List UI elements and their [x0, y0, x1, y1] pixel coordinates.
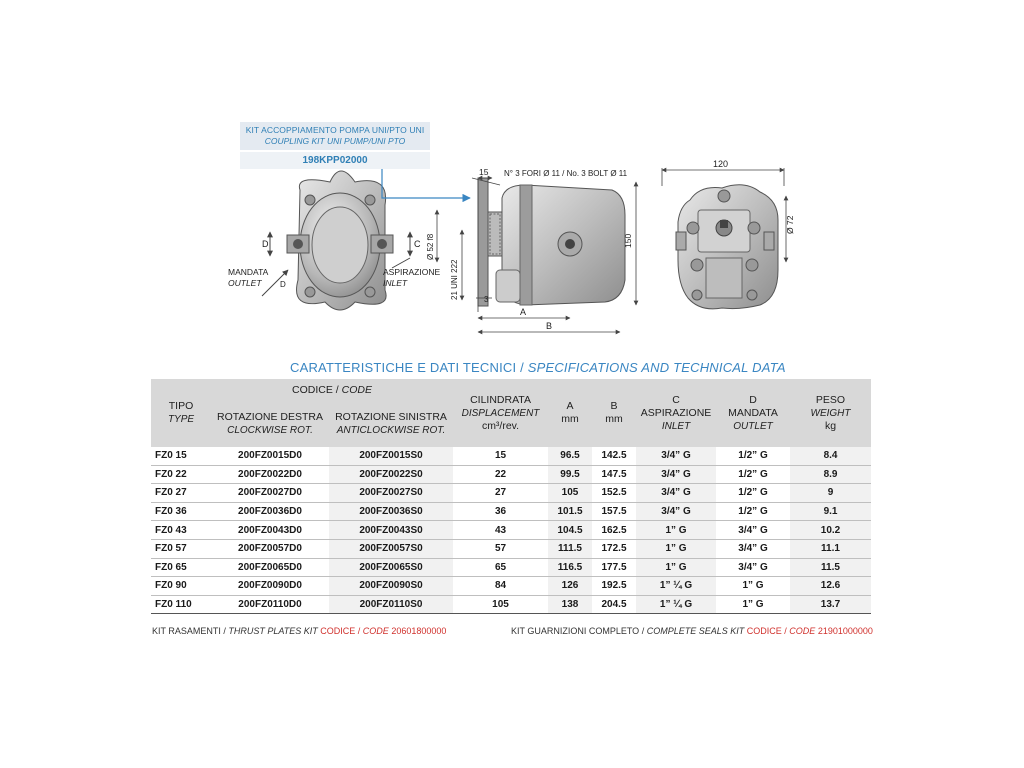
footer-right-sep: /	[639, 626, 647, 636]
cell-b: 172.5	[592, 539, 636, 558]
cell-a: 96.5	[548, 447, 592, 465]
cell-a: 105	[548, 484, 592, 503]
footer-left-en: THRUST PLATES KIT	[228, 626, 318, 636]
cell-a: 104.5	[548, 521, 592, 540]
cell-code-ccw: 200FZ0022S0	[329, 465, 453, 484]
cell-weight: 13.7	[790, 595, 871, 614]
cell-b: 177.5	[592, 558, 636, 577]
cell-code-ccw: 200FZ0015S0	[329, 447, 453, 465]
dim-a: A	[520, 307, 527, 317]
header-b-unit: mm	[605, 413, 623, 425]
dim-21: 21 UNI 222	[450, 259, 459, 300]
cell-weight: 8.4	[790, 447, 871, 465]
header-d-label: D	[749, 393, 757, 406]
dim-15: 15	[479, 167, 489, 177]
coupling-kit-code: 198KPP02000	[240, 152, 430, 169]
cell-displacement: 22	[453, 465, 548, 484]
section-title-sep: /	[516, 360, 528, 375]
dim-150: 150	[623, 233, 633, 248]
cell-code-cw: 200FZ0027D0	[211, 484, 329, 503]
dim-b: B	[546, 321, 553, 331]
header-b-label: B	[610, 400, 618, 412]
header-b	[592, 379, 636, 447]
header-c-en: INLET	[661, 420, 691, 432]
pump-side-view	[478, 178, 625, 306]
cell-inlet: 3/4” G	[636, 447, 716, 465]
cell-weight: 10.2	[790, 521, 871, 540]
pump-top-view	[262, 171, 410, 310]
header-cil-en: DISPLACEMENT	[461, 407, 540, 419]
cell-weight: 12.6	[790, 577, 871, 596]
cell-displacement: 84	[453, 577, 548, 596]
section-title	[290, 360, 786, 375]
dim-72: Ø 72	[785, 215, 795, 234]
header-a-label: A	[566, 400, 574, 412]
cell-type: FZ0 65	[151, 558, 211, 577]
cell-inlet: 1” ¼ G	[636, 595, 716, 614]
cell-outlet: 3/4” G	[716, 539, 790, 558]
cell-weight: 9.1	[790, 502, 871, 521]
header-type-label: TYPE	[167, 414, 195, 425]
table-row	[151, 558, 871, 577]
header-cil-unit: cm³/rev.	[481, 419, 520, 432]
label-c-right: C	[414, 239, 421, 249]
footer-left-code-it: CODICE	[320, 626, 356, 636]
cell-b: 142.5	[592, 447, 636, 465]
footer-right-it: KIT GUARNIZIONI COMPLETO	[511, 626, 640, 636]
cell-inlet: 3/4” G	[636, 465, 716, 484]
cell-a: 101.5	[548, 502, 592, 521]
table-row	[151, 539, 871, 558]
label-d-left: D	[262, 239, 269, 249]
table-header-row-1	[151, 379, 871, 401]
header-rot-sx	[329, 401, 453, 447]
cell-outlet: 3/4” G	[716, 521, 790, 540]
cell-a: 111.5	[548, 539, 592, 558]
table-row	[151, 484, 871, 503]
cell-outlet: 1/2” G	[716, 465, 790, 484]
section-title-en: SPECIFICATIONS AND TECHNICAL DATA	[527, 360, 786, 375]
dim-3: 3	[484, 295, 489, 304]
cell-displacement: 43	[453, 521, 548, 540]
table-row	[151, 521, 871, 540]
table-row	[151, 577, 871, 596]
header-c-it: ASPIRAZIONE	[640, 406, 712, 419]
cell-code-cw: 200FZ0022D0	[211, 465, 329, 484]
header-rot-sx-en: ANTICLOCKWISE ROT.	[336, 425, 446, 436]
cell-displacement: 36	[453, 502, 548, 521]
footer-right-code: 21901000000	[817, 626, 873, 636]
cell-code-ccw: 200FZ0090S0	[329, 577, 453, 596]
header-a-unit: mm	[561, 413, 579, 425]
cell-code-cw: 200FZ0090D0	[211, 577, 329, 596]
cell-code-ccw: 200FZ0036S0	[329, 502, 453, 521]
table-row	[151, 465, 871, 484]
cell-code-ccw: 200FZ0027S0	[329, 484, 453, 503]
cell-type: FZ0 27	[151, 484, 211, 503]
header-peso	[790, 379, 871, 447]
header-codice-label	[211, 384, 453, 397]
cell-code-cw: 200FZ0110D0	[211, 595, 329, 614]
cell-displacement: 27	[453, 484, 548, 503]
cell-code-cw: 200FZ0036D0	[211, 502, 329, 521]
header-codice-sep: /	[332, 383, 342, 396]
header-peso-en: WEIGHT	[810, 407, 851, 419]
cell-weight: 11.5	[790, 558, 871, 577]
label-d-small: D	[280, 280, 286, 289]
table-row	[151, 447, 871, 465]
header-tipo-label: TIPO	[168, 400, 194, 412]
header-rot-dx-label: ROTAZIONE DESTRA	[217, 411, 323, 423]
section-title-it: CARATTERISTICHE E DATI TECNICI	[290, 360, 517, 375]
dim-120: 120	[713, 159, 729, 169]
label-mandata: MANDATA	[228, 267, 269, 277]
coupling-kit-header	[240, 122, 430, 150]
cell-weight: 11.1	[790, 539, 871, 558]
cell-b: 152.5	[592, 484, 636, 503]
dim-52: Ø 52 f8	[426, 233, 435, 260]
dim-bolts: N° 3 FORI Ø 11 / No. 3 BOLT Ø 11	[504, 169, 628, 178]
header-rot-dx	[211, 401, 329, 447]
footer-left-code-en: CODE	[362, 626, 389, 636]
cell-inlet: 3/4” G	[636, 502, 716, 521]
cell-inlet: 1” G	[636, 558, 716, 577]
header-cilindrata	[453, 379, 548, 447]
footer-thrust-plates-kit: KIT RASAMENTI / THRUST PLATES KIT CODICE / CODE 20601800000	[152, 626, 447, 636]
cell-code-cw: 200FZ0015D0	[211, 447, 329, 465]
footer-left-code: 20601800000	[391, 626, 447, 636]
footer-left-sep: /	[220, 626, 229, 636]
cell-displacement: 105	[453, 595, 548, 614]
cell-outlet: 1/2” G	[716, 502, 790, 521]
footer-seals-kit: KIT GUARNIZIONI COMPLETO / COMPLETE SEALS KIT CODICE / CODE 21901000000	[511, 626, 873, 636]
footer-right-code-it: CODICE	[746, 626, 782, 636]
cell-b: 162.5	[592, 521, 636, 540]
cell-outlet: 1” G	[716, 595, 790, 614]
label-inlet: INLET	[383, 278, 408, 288]
header-peso-unit: kg	[824, 419, 837, 432]
cell-inlet: 1” G	[636, 539, 716, 558]
header-c-label: C	[672, 393, 680, 406]
header-d-it: MANDATA	[728, 406, 778, 419]
label-outlet: OUTLET	[228, 278, 262, 288]
header-codice-it: CODICE	[292, 383, 333, 396]
header-codice	[211, 379, 453, 401]
header-a	[548, 379, 592, 447]
footer-right-en: COMPLETE SEALS KIT	[646, 626, 745, 636]
cell-outlet: 3/4” G	[716, 558, 790, 577]
header-tipo	[151, 379, 211, 447]
header-peso-label: PESO	[815, 393, 846, 406]
cell-displacement: 65	[453, 558, 548, 577]
header-rot-sx-label: ROTAZIONE SINISTRA	[335, 411, 447, 423]
header-d-en: OUTLET	[733, 420, 773, 432]
cell-type: FZ0 110	[151, 595, 211, 614]
kit-pointer-line	[382, 168, 470, 198]
table-body	[151, 447, 871, 614]
cell-weight: 9	[790, 484, 871, 503]
footer-right-code-en: CODE	[789, 626, 816, 636]
cell-code-ccw: 200FZ0110S0	[329, 595, 453, 614]
cell-outlet: 1/2” G	[716, 484, 790, 503]
cell-type: FZ0 22	[151, 465, 211, 484]
cell-type: FZ0 36	[151, 502, 211, 521]
cell-a: 138	[548, 595, 592, 614]
pump-front-view	[676, 185, 778, 309]
cell-inlet: 3/4” G	[636, 484, 716, 503]
coupling-kit-title-it: KIT ACCOPPIAMENTO POMPA UNI/PTO UNI	[245, 125, 425, 135]
table-row	[151, 595, 871, 614]
cell-type: FZ0 90	[151, 577, 211, 596]
table-row	[151, 502, 871, 521]
cell-outlet: 1” G	[716, 577, 790, 596]
cell-code-cw: 200FZ0057D0	[211, 539, 329, 558]
cell-a: 126	[548, 577, 592, 596]
cell-displacement: 57	[453, 539, 548, 558]
coupling-kit-title-en: COUPLING KIT UNI PUMP/UNI PTO	[264, 136, 406, 146]
cell-code-cw: 200FZ0065D0	[211, 558, 329, 577]
technical-drawings	[0, 0, 1024, 345]
cell-code-ccw: 200FZ0043S0	[329, 521, 453, 540]
cell-type: FZ0 43	[151, 521, 211, 540]
cell-b: 192.5	[592, 577, 636, 596]
cell-outlet: 1/2” G	[716, 447, 790, 465]
cell-code-ccw: 200FZ0065S0	[329, 558, 453, 577]
header-rot-dx-en: CLOCKWISE ROT.	[227, 425, 313, 436]
cell-inlet: 1” ¼ G	[636, 577, 716, 596]
cell-b: 157.5	[592, 502, 636, 521]
cell-code-cw: 200FZ0043D0	[211, 521, 329, 540]
cell-displacement: 15	[453, 447, 548, 465]
header-d	[716, 379, 790, 447]
coupling-kit-box	[240, 122, 430, 169]
footer-left-it: KIT RASAMENTI	[152, 626, 221, 636]
cell-b: 147.5	[592, 465, 636, 484]
header-cil-label: CILINDRATA	[470, 393, 531, 406]
cell-type: FZ0 57	[151, 539, 211, 558]
cell-type: FZ0 15	[151, 447, 211, 465]
cell-a: 116.5	[548, 558, 592, 577]
header-c	[636, 379, 716, 447]
label-aspirazione: ASPIRAZIONE	[383, 267, 441, 277]
specifications-table	[151, 379, 871, 614]
cell-b: 204.5	[592, 595, 636, 614]
cell-inlet: 1” G	[636, 521, 716, 540]
cell-code-ccw: 200FZ0057S0	[329, 539, 453, 558]
cell-a: 99.5	[548, 465, 592, 484]
header-codice-en: CODE	[341, 383, 372, 396]
cell-weight: 8.9	[790, 465, 871, 484]
